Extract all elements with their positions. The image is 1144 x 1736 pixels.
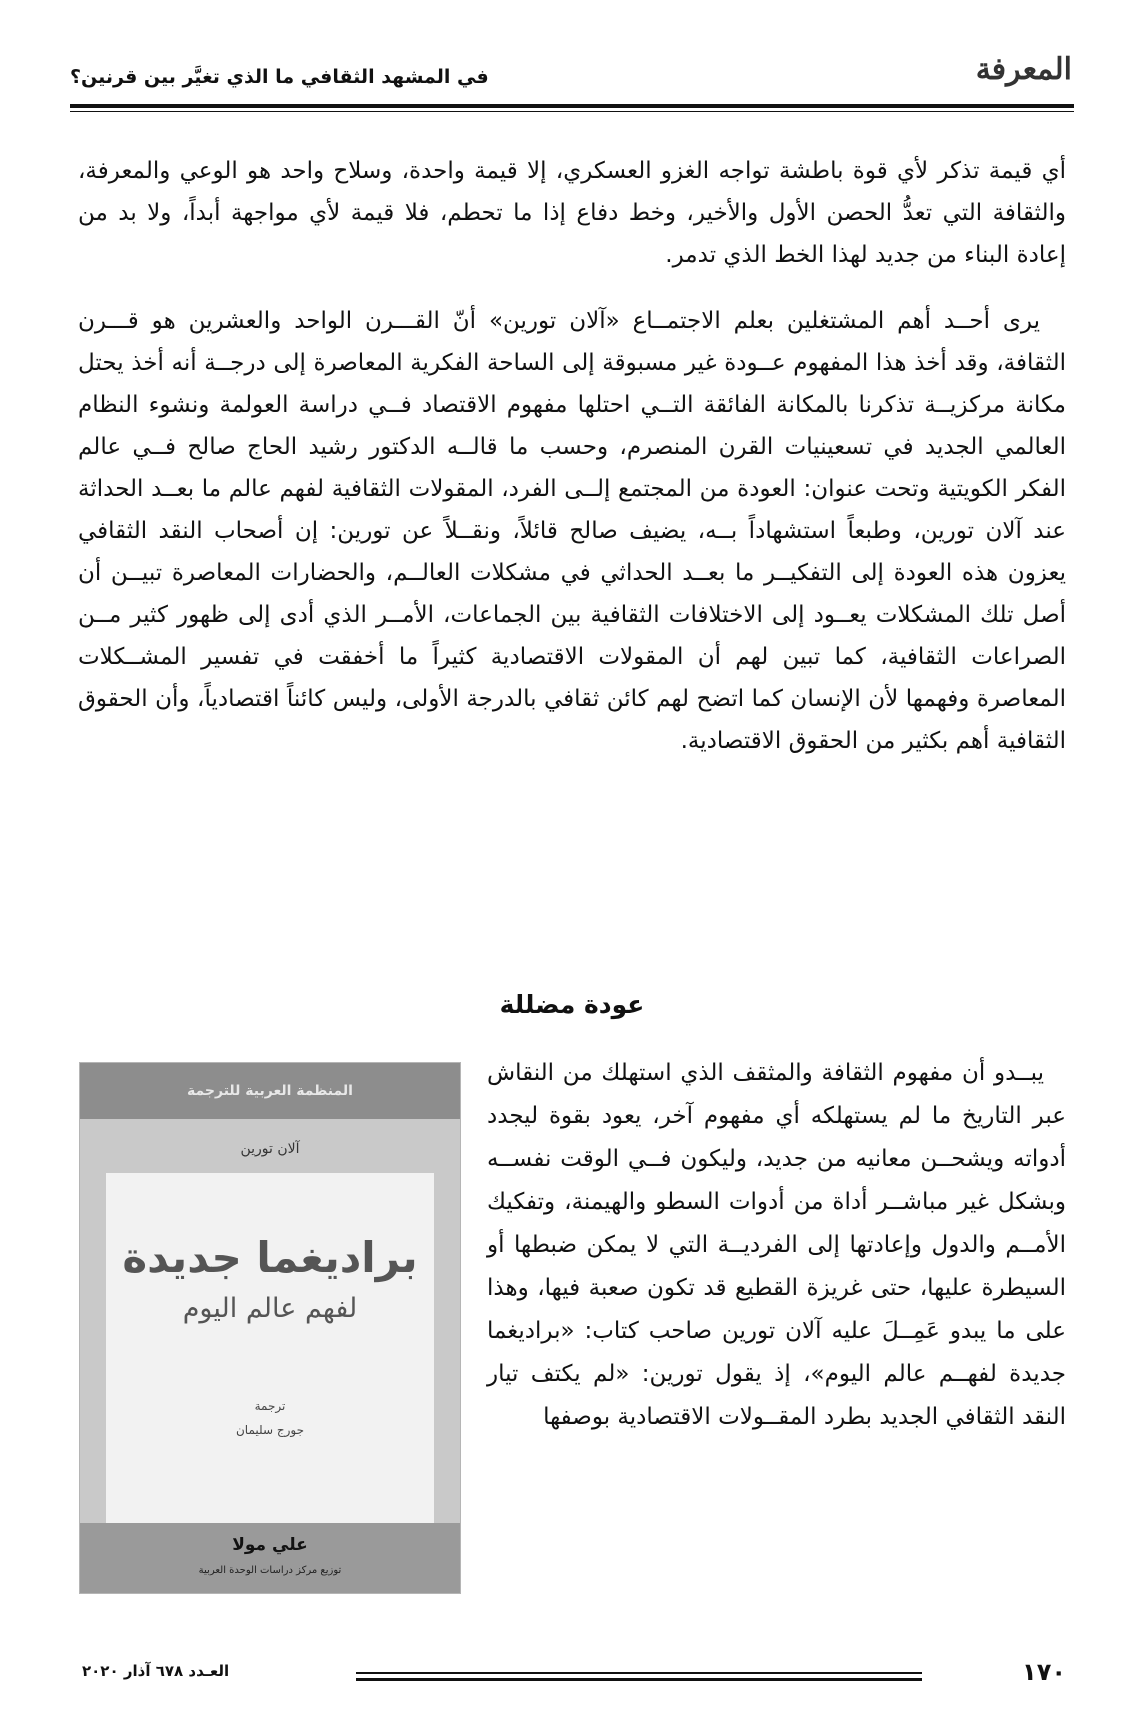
footer-rule-thin (356, 1672, 922, 1674)
book-cover-panel (106, 1173, 434, 1523)
article-body (78, 150, 1066, 786)
book-cover-title: براديغما جديدة (122, 1233, 418, 1282)
running-title: في المشهد الثقافي ما الذي تغيَّر بين قرنين؟ (70, 66, 489, 88)
book-cover-subtitle: لفهم عالم اليوم (182, 1293, 358, 1324)
section-paragraph: يبــدو أن مفهوم الثقافة والمثقف الذي استهلك من النقاش عبر التاريخ ما لم يستهلكه أي مفهوم آخر، يعود بقوة ليجدد أدواته ويشحــن معانيه من جديد، وليكون فــي الوقت نفســه وبشكل غير مباشــر أداة من أدوات السطو والهيمنة، وتفكيك الأمــم والدول وإعادتها إلى الفرديــة التي لا يمكن ضبطها أو السيطرة عليها، حتى غريزة القطيع قد تكون صعبة فيها، وهذا على ما يبدو عَمِــلَ عليه آلان تورين صاحب كتاب: «براديغما جديدة لفهــم عالم اليوم»، إذ يقول تورين: «لم يكتف تيار النقد الثقافي الجديد بطرد المقــولات الاقتصادية بوصفها (487, 1060, 1066, 1430)
book-cover-foot-band (80, 1523, 460, 1593)
book-cover-publisher: علي مولا (232, 1535, 308, 1555)
book-cover-top-band: المنظمة العربية للترجمة (80, 1063, 460, 1119)
header-rule-thin (70, 111, 1074, 112)
magazine-logo: المعرفة (975, 52, 1072, 87)
section-column-text (487, 1052, 1066, 1439)
footer-rule-thick (356, 1678, 922, 1681)
page-number: ١٧٠ (1022, 1658, 1066, 1686)
section-heading: عودة مضللة (499, 990, 645, 1019)
book-cover-translation-label: ترجمة (254, 1399, 286, 1413)
book-cover-distributor: توزيع مركز دراسات الوحدة العربية (198, 1565, 342, 1576)
header-rule-thick (70, 104, 1074, 108)
book-cover-image (79, 1062, 461, 1594)
issue-info: العـدد ٦٧٨ آذار ٢٠٢٠ (82, 1662, 230, 1680)
paragraph-2: يرى أحــد أهم المشتغلين بعلم الاجتمــاع «آلان تورين» أنّ القـــرن الواحد والعشرين هو قـــرن الثقافة، وقد أخذ هذا المفهوم عــودة غير مسبوقة إلى الساحة الفكرية المعاصرة إلى درجــة أنه أخذ يحتل مكانة مركزيــة تذكرنا بالمكانة الفائقة التــي احتلها مفهوم الاقتصاد فــي دراسة العولمة ونشوء النظام العالمي الجديد في تسعينيات القرن المنصرم، وحسب ما قالــه الدكتور رشيد الحاج صالح فــي عالم الفكر الكويتية وتحت عنوان: العودة من المجتمع إلــى الفرد، المقولات الثقافية لفهم عالم ما بعــد الحداثة عند آلان تورين، وطبعاً استشهاداً بــه، يضيف صالح قائلاً، ونقــلاً عن تورين: إن أصحاب النقد الثقافي يعزون هذه العودة إلى التفكيــر ما بعــد الحداثي في مشكلات العالــم، والحضارات المعاصرة تبيــن أن أصل تلك المشكلات يعــود إلى الاختلافات الثقافية بين الجماعات، الأمــر الذي أدى إلى ظهور كثير مــن الصراعات الثقافية، كما تبين لهم أن المقولات الاقتصادية كثيراً ما أخفقت في تفسير المشــكلات المعاصرة وفهمها لأن الإنسان كما اتضح لهم كائن ثقافي بالدرجة الأولى، وليس كائناً اقتصادياً، وأن الحقوق الثقافية أهم بكثير من الحقوق الاقتصادية. (78, 308, 1066, 754)
paragraph-1: أي قيمة تذكر لأي قوة باطشة تواجه الغزو العسكري، إلا قيمة واحدة، وسلاح واحد هو الوعي والمعرفة، والثقافة التي تعدُّ الحصن الأول والأخير، وخط دفاع إذا ما تحطم، فلا قيمة لأي مواجهة أبداً، ولا بد من إعادة البناء من جديد لهذا الخط الذي تدمر. (78, 158, 1066, 268)
book-cover-author: آلان تورين (240, 1141, 300, 1157)
page-header (70, 52, 1074, 92)
book-cover-translator: جورج سليمان (235, 1423, 305, 1437)
